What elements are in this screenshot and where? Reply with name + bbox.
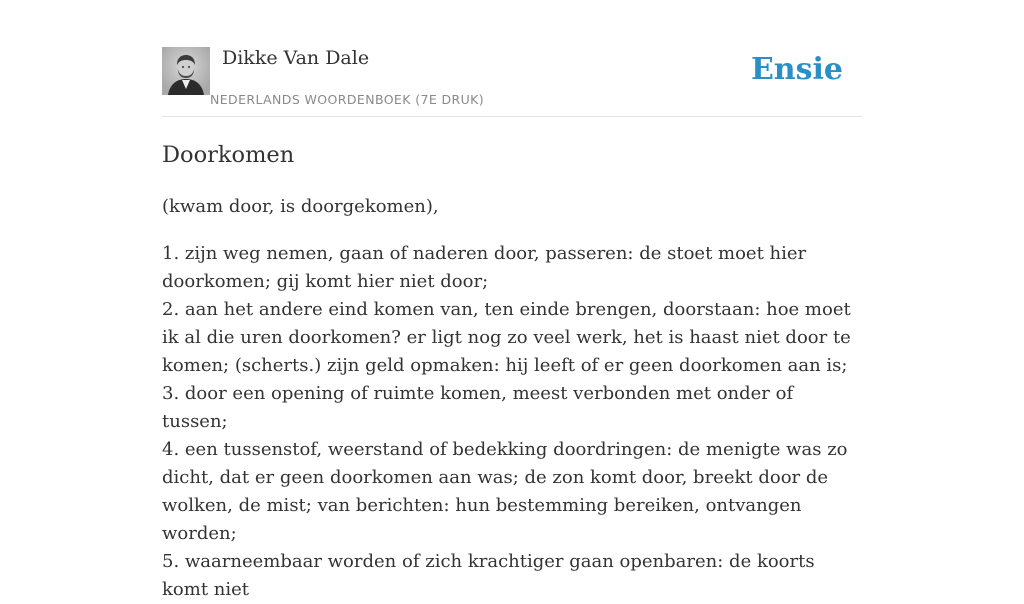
intro-text: (kwam door, is doorgekomen),	[162, 196, 439, 217]
brand-logo[interactable]: Ensie	[750, 52, 843, 87]
portrait-avatar-icon	[162, 47, 210, 95]
definition-item: 3. door een opening of ruimte komen, meest verbonden met onder of tussen;	[162, 383, 794, 432]
definition-item: 4. een tussenstof, weerstand of bedekking doordringen: de menigte was zo dicht, dat er geen doorkomen aan was; de zon komt door, breekt door de wolken, de mist; van berichten: hun bestemming bereiken, ontvangen worden;	[162, 439, 848, 544]
definition-item: 5. waarneembaar worden of zich krachtiger gaan openbaren: de koorts komt niet	[162, 551, 815, 600]
definition-item: 1. zijn weg nemen, gaan of naderen door, passeren: de stoet moet hier doorkomen; gij komt hier niet door;	[162, 243, 807, 292]
author-avatar[interactable]	[162, 47, 210, 95]
header	[162, 46, 862, 117]
page-title: Doorkomen	[162, 142, 295, 168]
source-label[interactable]: NEDERLANDS WOORDENBOEK (7E DRUK)	[210, 92, 485, 107]
article-content	[162, 193, 862, 604]
author-name[interactable]: Dikke Van Dale	[222, 47, 370, 69]
definition-item: 2. aan het andere eind komen van, ten einde brengen, doorstaan: hoe moet ik al die uren doorkomen? er ligt nog zo veel werk, het is haast niet door te komen; (scherts.) zijn geld opmaken: hij leeft of er geen doorkomen aan is;	[162, 299, 851, 376]
